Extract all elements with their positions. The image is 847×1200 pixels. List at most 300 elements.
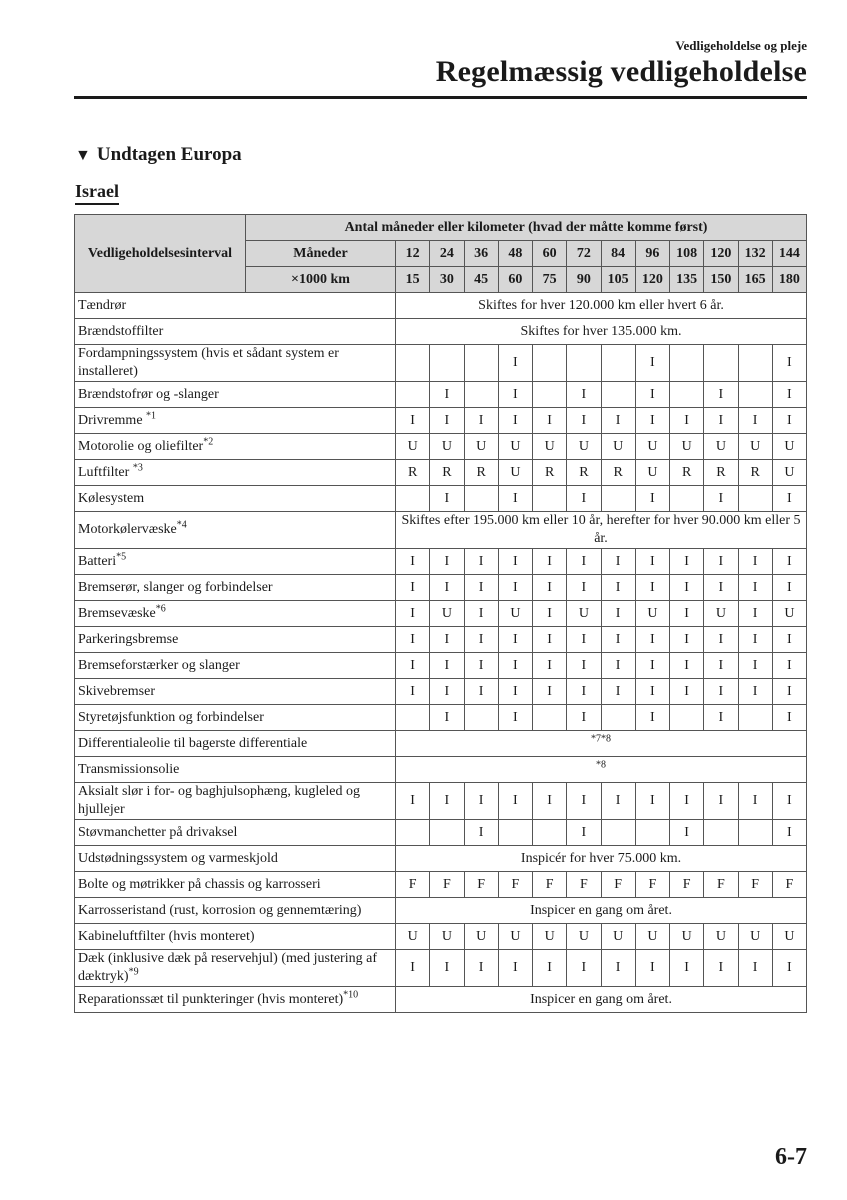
interval-cell: U — [430, 601, 464, 627]
interval-cell: I — [567, 783, 601, 820]
interval-cell: I — [635, 705, 669, 731]
interval-cell: F — [772, 872, 806, 898]
table-row — [75, 872, 807, 898]
interval-cell: I — [533, 601, 567, 627]
month-col-header: 72 — [567, 241, 601, 267]
span-note-cell — [396, 731, 807, 757]
interval-cell — [704, 345, 738, 382]
interval-cell: I — [635, 345, 669, 382]
month-col-header: 120 — [704, 241, 738, 267]
table-row — [75, 846, 807, 872]
item-label: Drivremme — [78, 412, 147, 428]
month-col-header: 96 — [635, 241, 669, 267]
item-label: Fordampningssystem (hvis et sådant system er installeret) — [78, 346, 339, 379]
interval-cell — [533, 486, 567, 512]
interval-cell: I — [670, 627, 704, 653]
item-label-cell — [75, 319, 396, 345]
interval-cell: I — [498, 549, 532, 575]
interval-cell: I — [635, 653, 669, 679]
interval-cell: I — [396, 783, 430, 820]
table-row — [75, 601, 807, 627]
interval-cell: I — [772, 486, 806, 512]
km-col-header: 120 — [635, 267, 669, 293]
month-col-header: 132 — [738, 241, 772, 267]
interval-cell: I — [704, 575, 738, 601]
interval-cell: U — [567, 924, 601, 950]
interval-cell: I — [464, 549, 498, 575]
group-header: Antal måneder eller kilometer (hvad der måtte komme først) — [246, 215, 807, 241]
interval-cell: I — [772, 820, 806, 846]
interval-cell — [704, 820, 738, 846]
interval-cell: I — [670, 679, 704, 705]
interval-cell — [601, 382, 635, 408]
interval-cell: I — [738, 408, 772, 434]
maintenance-schedule-table — [74, 214, 807, 1013]
month-col-header: 12 — [396, 241, 430, 267]
interval-cell: I — [772, 783, 806, 820]
interval-cell: R — [567, 460, 601, 486]
interval-cell: I — [533, 679, 567, 705]
interval-cell — [430, 820, 464, 846]
interval-cell — [670, 486, 704, 512]
item-label-cell — [75, 987, 396, 1013]
interval-cell: I — [635, 486, 669, 512]
interval-cell: I — [772, 345, 806, 382]
item-label: Udstødningssystem og varmeskjold — [78, 850, 278, 866]
interval-cell: I — [670, 783, 704, 820]
km-col-header: 75 — [533, 267, 567, 293]
table-row — [75, 757, 807, 783]
interval-cell: I — [772, 627, 806, 653]
interval-cell: U — [635, 601, 669, 627]
interval-cell — [464, 486, 498, 512]
interval-cell: U — [601, 924, 635, 950]
item-label: Brændstofrør og -slanger — [78, 386, 219, 402]
interval-cell: I — [498, 653, 532, 679]
interval-cell: U — [772, 924, 806, 950]
interval-cell: I — [396, 549, 430, 575]
item-label-cell — [75, 486, 396, 512]
interval-cell: R — [704, 460, 738, 486]
km-col-header: 90 — [567, 267, 601, 293]
interval-cell: I — [704, 486, 738, 512]
interval-cell: I — [396, 575, 430, 601]
interval-cell: U — [396, 924, 430, 950]
interval-cell: I — [601, 601, 635, 627]
interval-cell: U — [533, 924, 567, 950]
interval-cell: U — [567, 601, 601, 627]
table-row — [75, 898, 807, 924]
interval-cell: I — [396, 950, 430, 987]
item-label: Støvmanchetter på drivaksel — [78, 824, 238, 840]
interval-cell: I — [533, 653, 567, 679]
interval-cell: I — [772, 549, 806, 575]
interval-cell: R — [601, 460, 635, 486]
page-number: 6-7 — [775, 1144, 807, 1170]
interval-cell: I — [670, 820, 704, 846]
interval-cell: U — [635, 460, 669, 486]
interval-cell: I — [601, 653, 635, 679]
footnote-ref: *3 — [132, 461, 143, 473]
interval-cell: I — [498, 783, 532, 820]
interval-cell — [533, 345, 567, 382]
interval-cell: R — [670, 460, 704, 486]
interval-cell: U — [738, 434, 772, 460]
triangle-down-icon: ▼ — [75, 147, 91, 164]
interval-cell: I — [533, 408, 567, 434]
km-col-header: 45 — [464, 267, 498, 293]
interval-cell: U — [567, 434, 601, 460]
interval-cell: I — [772, 679, 806, 705]
interval-cell: F — [430, 872, 464, 898]
item-label-cell — [75, 601, 396, 627]
table-row — [75, 575, 807, 601]
interval-cell: I — [464, 601, 498, 627]
footnote-ref: *1 — [146, 409, 157, 421]
item-label-cell — [75, 872, 396, 898]
footnote-ref: *9 — [128, 966, 139, 978]
item-label-cell — [75, 434, 396, 460]
interval-cell — [533, 382, 567, 408]
interval-cell: I — [704, 679, 738, 705]
interval-cell: I — [464, 575, 498, 601]
interval-cell: U — [704, 601, 738, 627]
interval-cell: I — [567, 679, 601, 705]
span-note-cell: Inspicér for hver 75.000 km. — [396, 846, 807, 872]
month-col-header: 48 — [498, 241, 532, 267]
interval-cell: I — [601, 408, 635, 434]
item-label-cell — [75, 460, 396, 486]
interval-cell: I — [738, 783, 772, 820]
item-label-cell — [75, 549, 396, 575]
interval-cell: I — [738, 950, 772, 987]
interval-cell: I — [772, 950, 806, 987]
heading-country: Israel — [75, 180, 119, 205]
interval-cell: I — [498, 382, 532, 408]
interval-cell: I — [533, 549, 567, 575]
interval-cell: F — [738, 872, 772, 898]
interval-cell: U — [601, 434, 635, 460]
interval-cell: I — [635, 783, 669, 820]
interval-cell: U — [704, 434, 738, 460]
interval-cell — [670, 345, 704, 382]
months-header: Måneder — [246, 241, 396, 267]
table-row — [75, 486, 807, 512]
table-row — [75, 549, 807, 575]
interval-cell — [396, 820, 430, 846]
month-col-header: 24 — [430, 241, 464, 267]
item-label-cell — [75, 731, 396, 757]
interval-cell: I — [396, 627, 430, 653]
interval-cell: I — [567, 705, 601, 731]
interval-cell: I — [567, 653, 601, 679]
interval-cell — [533, 705, 567, 731]
interval-cell: I — [738, 679, 772, 705]
interval-cell: I — [430, 950, 464, 987]
interval-cell: U — [772, 601, 806, 627]
interval-cell: I — [738, 653, 772, 679]
item-label: Bremseforstærker og slanger — [78, 657, 240, 673]
interval-cell: I — [430, 679, 464, 705]
interval-cell: R — [464, 460, 498, 486]
interval-cell: I — [704, 408, 738, 434]
km-col-header: 135 — [670, 267, 704, 293]
interval-cell: I — [567, 575, 601, 601]
interval-cell: U — [430, 924, 464, 950]
month-col-header: 36 — [464, 241, 498, 267]
interval-cell: I — [601, 575, 635, 601]
item-label: Aksialt slør i for- og baghjulsophæng, kugleled og hjullejer — [78, 784, 361, 817]
table-row — [75, 653, 807, 679]
item-label-cell — [75, 408, 396, 434]
item-label: Transmissionsolie — [78, 761, 180, 777]
interval-cell: F — [498, 872, 532, 898]
footnote-ref: *10 — [343, 988, 359, 1000]
interval-cell: I — [601, 549, 635, 575]
interval-cell: I — [772, 408, 806, 434]
interval-cell: I — [498, 705, 532, 731]
month-col-header: 108 — [670, 241, 704, 267]
interval-cell — [670, 705, 704, 731]
km-header: ×1000 km — [246, 267, 396, 293]
interval-cell — [670, 382, 704, 408]
interval-cell — [601, 705, 635, 731]
interval-cell: F — [533, 872, 567, 898]
interval-cell: I — [772, 653, 806, 679]
interval-cell — [498, 820, 532, 846]
interval-cell: F — [704, 872, 738, 898]
item-label-cell — [75, 382, 396, 408]
interval-cell: I — [498, 950, 532, 987]
page-title: Regelmæssig vedligeholdelse — [435, 55, 807, 88]
span-note-cell: Inspicer en gang om året. — [396, 898, 807, 924]
footnote-ref: *6 — [155, 602, 166, 614]
interval-cell: I — [601, 950, 635, 987]
interval-cell: I — [704, 549, 738, 575]
month-col-header: 84 — [601, 241, 635, 267]
interval-cell: I — [498, 575, 532, 601]
item-label-cell — [75, 653, 396, 679]
item-label-cell — [75, 575, 396, 601]
interval-cell: I — [635, 679, 669, 705]
footnote-ref: *8 — [596, 758, 607, 770]
table-row — [75, 460, 807, 486]
item-label-cell — [75, 846, 396, 872]
interval-cell — [464, 705, 498, 731]
interval-cell: I — [430, 783, 464, 820]
interval-cell: I — [738, 601, 772, 627]
interval-cell: I — [533, 627, 567, 653]
span-note-cell — [396, 757, 807, 783]
interval-cell: I — [430, 408, 464, 434]
interval-cell: I — [704, 950, 738, 987]
table-row — [75, 783, 807, 820]
span-note-cell: Skiftes for hver 135.000 km. — [396, 319, 807, 345]
item-label-cell — [75, 950, 396, 987]
interval-cell — [738, 486, 772, 512]
item-label: Brændstoffilter — [78, 323, 164, 339]
km-col-header: 60 — [498, 267, 532, 293]
footnote-ref: *5 — [116, 550, 127, 562]
interval-cell: I — [670, 549, 704, 575]
interval-cell: I — [567, 950, 601, 987]
item-label: Bolte og møtrikker på chassis og karrosseri — [78, 876, 321, 892]
item-label: Differentialeolie til bagerste differentiale — [78, 735, 308, 751]
interval-cell: I — [738, 575, 772, 601]
interval-cell: U — [635, 924, 669, 950]
interval-cell — [464, 345, 498, 382]
table-row — [75, 987, 807, 1013]
table-row — [75, 950, 807, 987]
interval-cell: I — [567, 382, 601, 408]
table-row — [75, 408, 807, 434]
interval-cell: I — [567, 627, 601, 653]
item-label: Luftfilter — [78, 464, 133, 480]
item-label: Parkeringsbremse — [78, 631, 179, 647]
item-label-cell — [75, 820, 396, 846]
interval-cell: R — [738, 460, 772, 486]
interval-cell: I — [772, 705, 806, 731]
interval-cell — [396, 345, 430, 382]
table-row — [75, 382, 807, 408]
interval-cell: I — [567, 820, 601, 846]
footnote-ref: *2 — [203, 435, 214, 447]
item-label-cell — [75, 757, 396, 783]
interval-cell: I — [533, 950, 567, 987]
interval-cell: I — [635, 950, 669, 987]
interval-cell: I — [396, 653, 430, 679]
interval-cell: I — [601, 783, 635, 820]
interval-cell: I — [396, 408, 430, 434]
item-label: Karrosseristand (rust, korrosion og gennemtæring) — [78, 902, 362, 918]
interval-cell: U — [670, 924, 704, 950]
interval-cell — [396, 486, 430, 512]
interval-cell: I — [567, 486, 601, 512]
interval-cell: R — [396, 460, 430, 486]
interval-cell: I — [464, 627, 498, 653]
interval-cell: I — [738, 549, 772, 575]
interval-cell — [567, 345, 601, 382]
interval-cell: I — [430, 549, 464, 575]
interval-cell: I — [635, 627, 669, 653]
interval-cell: I — [464, 820, 498, 846]
interval-cell: I — [464, 408, 498, 434]
interval-cell: I — [670, 601, 704, 627]
item-label: Dæk (inklusive dæk på reservehjul) (med justering af dæktryk) — [78, 951, 377, 984]
interval-cell: I — [430, 382, 464, 408]
item-label: Bremsevæske — [78, 605, 156, 621]
item-label-cell — [75, 924, 396, 950]
interval-cell — [601, 820, 635, 846]
interval-cell: I — [396, 601, 430, 627]
interval-cell: I — [396, 679, 430, 705]
interval-cell: U — [704, 924, 738, 950]
item-label: Skivebremser — [78, 683, 155, 699]
interval-cell: I — [704, 653, 738, 679]
interval-cell: I — [601, 679, 635, 705]
interval-cell: U — [498, 434, 532, 460]
table-row — [75, 434, 807, 460]
interval-cell: I — [498, 679, 532, 705]
item-label-cell — [75, 783, 396, 820]
item-label-cell — [75, 345, 396, 382]
interval-cell: I — [464, 653, 498, 679]
table-row — [75, 345, 807, 382]
item-label: Motorolie og oliefilter — [78, 438, 204, 454]
interval-cell: I — [464, 679, 498, 705]
interval-cell: I — [498, 345, 532, 382]
item-label: Bremserør, slanger og forbindelser — [78, 579, 273, 595]
interval-header: Vedligeholdelsesinterval — [75, 215, 246, 293]
table-row — [75, 820, 807, 846]
interval-cell — [396, 705, 430, 731]
interval-cell: I — [704, 783, 738, 820]
section-label: Vedligeholdelse og pleje — [675, 38, 807, 53]
interval-cell: I — [430, 705, 464, 731]
interval-cell: I — [704, 627, 738, 653]
interval-cell: I — [635, 408, 669, 434]
interval-cell: U — [738, 924, 772, 950]
interval-cell: U — [533, 434, 567, 460]
interval-cell: F — [601, 872, 635, 898]
interval-cell: I — [567, 549, 601, 575]
heading-region-text: Undtagen Europa — [96, 144, 242, 165]
interval-cell: I — [670, 653, 704, 679]
interval-cell: I — [464, 783, 498, 820]
interval-cell: U — [498, 601, 532, 627]
interval-cell: I — [704, 382, 738, 408]
interval-cell: I — [430, 575, 464, 601]
km-col-header: 180 — [772, 267, 806, 293]
span-note-cell: Skiftes for hver 120.000 km eller hvert 6 år. — [396, 293, 807, 319]
span-note-cell: Inspicer en gang om året. — [396, 987, 807, 1013]
interval-cell — [738, 705, 772, 731]
interval-cell: I — [670, 950, 704, 987]
interval-cell — [464, 382, 498, 408]
table-row — [75, 293, 807, 319]
interval-cell: F — [670, 872, 704, 898]
interval-cell: R — [430, 460, 464, 486]
interval-cell — [533, 820, 567, 846]
interval-cell — [635, 820, 669, 846]
km-col-header: 30 — [430, 267, 464, 293]
footnote-ref: *4 — [176, 519, 187, 531]
interval-cell — [738, 345, 772, 382]
interval-cell: I — [670, 408, 704, 434]
interval-cell — [738, 382, 772, 408]
km-col-header: 150 — [704, 267, 738, 293]
heading-region — [75, 144, 242, 166]
table-row — [75, 512, 807, 549]
span-note-cell: Skiftes efter 195.000 km eller 10 år, herefter for hver 90.000 km eller 5 år. — [396, 512, 807, 549]
table-row — [75, 705, 807, 731]
table-row — [75, 731, 807, 757]
title-rule — [74, 96, 807, 99]
interval-cell — [396, 382, 430, 408]
table-row — [75, 627, 807, 653]
interval-cell: I — [498, 408, 532, 434]
interval-cell: I — [430, 486, 464, 512]
table-row — [75, 679, 807, 705]
item-label-cell — [75, 512, 396, 549]
interval-cell: I — [533, 575, 567, 601]
interval-cell: I — [533, 783, 567, 820]
interval-cell: F — [396, 872, 430, 898]
month-col-header: 144 — [772, 241, 806, 267]
interval-cell: I — [670, 575, 704, 601]
interval-cell: I — [498, 486, 532, 512]
interval-cell: I — [635, 575, 669, 601]
